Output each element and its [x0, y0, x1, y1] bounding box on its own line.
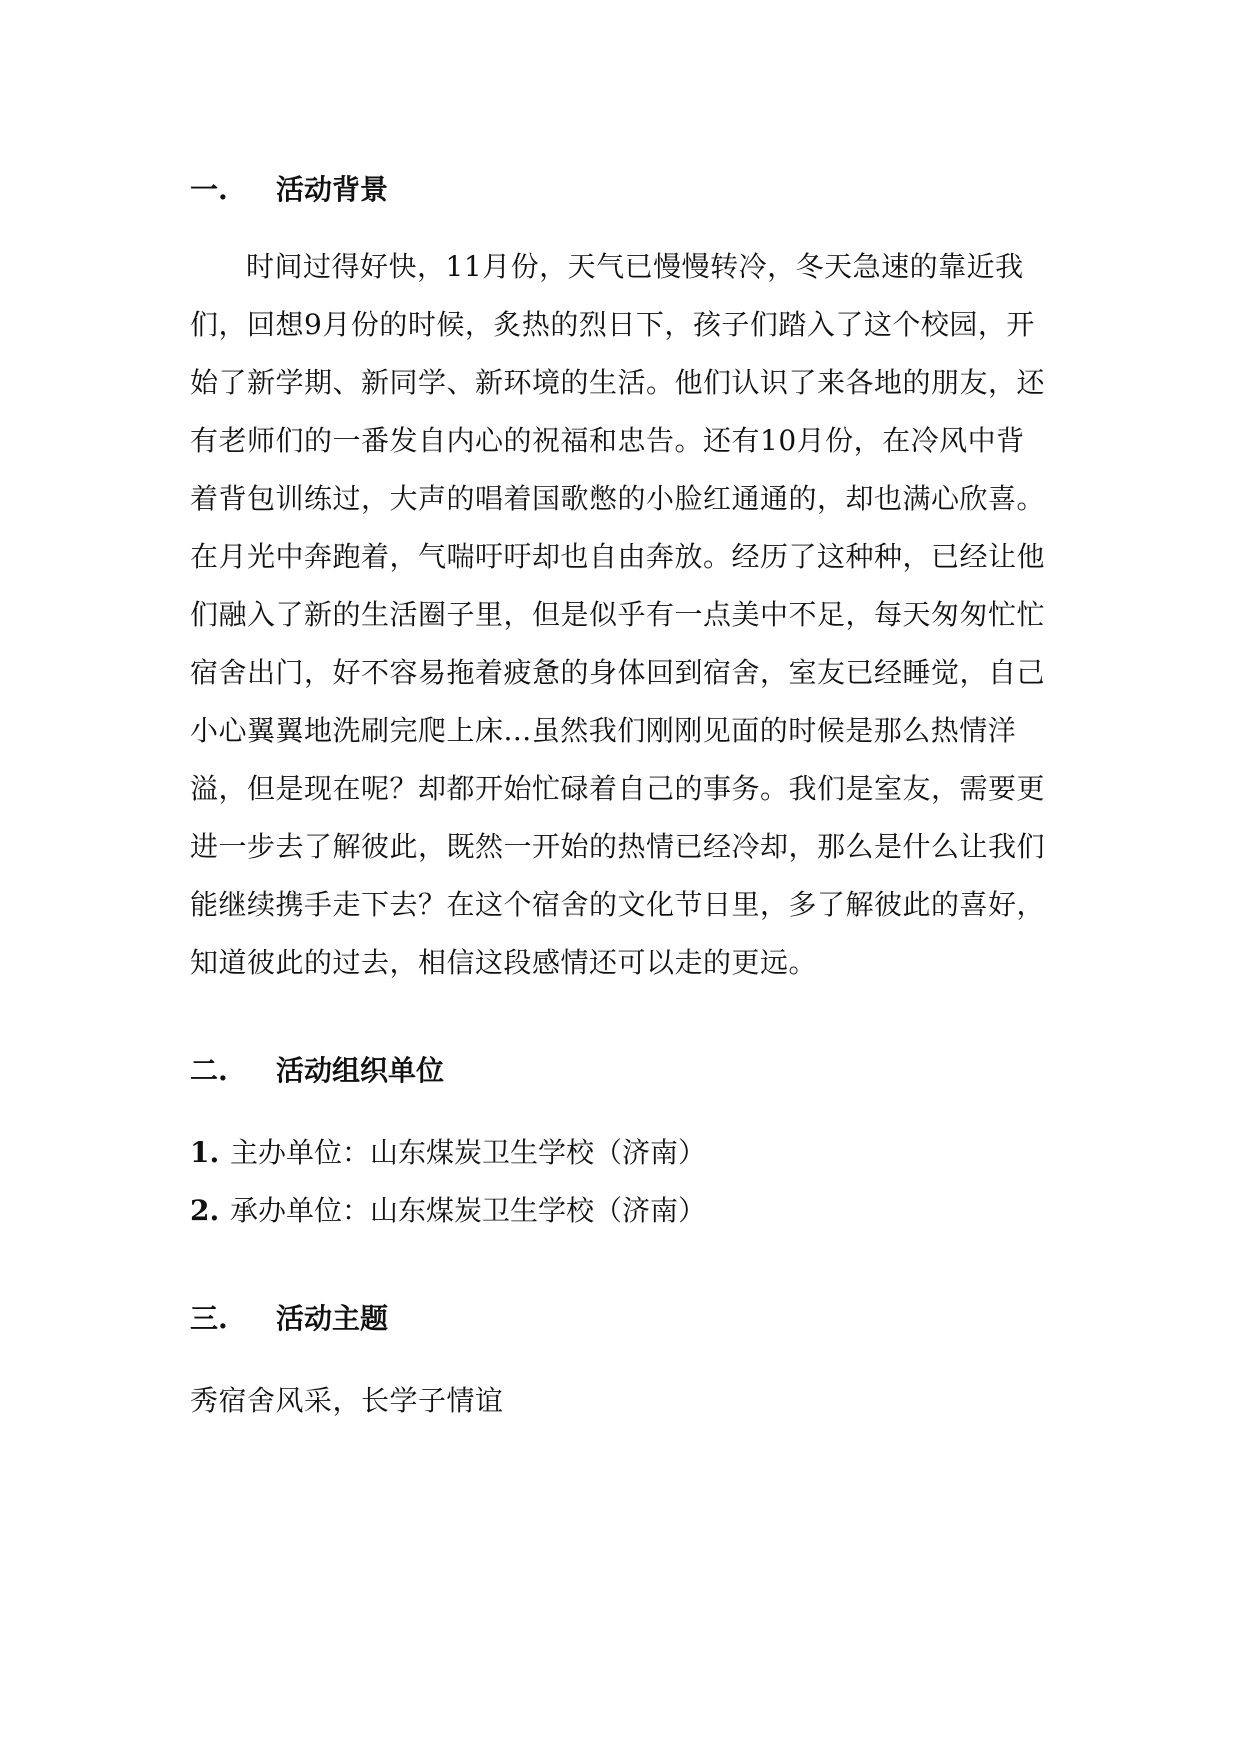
paragraph-line: 始了新学期、新同学、新环境的生活。他们认识了来各地的朋友，还	[190, 366, 1046, 399]
theme-text: 秀宿舍风采，长学子情谊	[190, 1384, 504, 1417]
paragraph-line: 有老师们的一番发自内心的祝福和忠告。还有10月份，在冷风中背	[190, 424, 1025, 457]
section-heading-theme	[190, 1299, 388, 1339]
section-number: 二.	[190, 1054, 228, 1087]
section-title: 活动组织单位	[276, 1054, 445, 1087]
paragraph-line: 们，回想9月份的时候，炙热的烈日下，孩子们踏入了这个校园，开	[190, 308, 1035, 341]
organizer-text: 主办单位：山东煤炭卫生学校（济南）	[230, 1136, 707, 1169]
section-number: 一.	[190, 173, 228, 206]
organizer-text: 承办单位：山东煤炭卫生学校（济南）	[230, 1194, 707, 1227]
paragraph-line: 时间过得好快，11月份，天气已慢慢转冷，冬天急速的靠近我	[246, 250, 1024, 283]
paragraph-line: 在月光中奔跑着，气喘吁吁却也自由奔放。经历了这种种，已经让他	[190, 540, 1046, 573]
organizer-item-host	[190, 1133, 706, 1173]
paragraph-line: 溢，但是现在呢？却都开始忙碌着自己的事务。我们是室友，需要更	[190, 772, 1046, 805]
list-number: 2.	[190, 1194, 220, 1227]
paragraph-line: 能继续携手走下去？在这个宿舍的文化节日里，多了解彼此的喜好，	[190, 888, 1046, 921]
section-number: 三.	[190, 1302, 228, 1335]
paragraph-line: 进一步去了解彼此，既然一开始的热情已经冷却，那么是什么让我们	[190, 830, 1046, 863]
section-title: 活动主题	[276, 1302, 389, 1335]
paragraph-line: 知道彼此的过去，相信这段感情还可以走的更远。	[190, 946, 818, 979]
paragraph-line: 着背包训练过，大声的唱着国歌憋的小脸红通通的，却也满心欣喜。	[190, 482, 1046, 515]
section-heading-background	[190, 170, 388, 210]
section-heading-organizers	[190, 1051, 444, 1091]
paragraph-line: 宿舍出门，好不容易拖着疲惫的身体回到宿舍，室友已经睡觉，自己	[190, 656, 1046, 689]
organizer-item-undertaker	[190, 1191, 706, 1231]
section-title: 活动背景	[276, 173, 389, 206]
list-number: 1.	[190, 1136, 220, 1169]
paragraph-line: 们融入了新的生活圈子里，但是似乎有一点美中不足，每天匆匆忙忙	[190, 598, 1046, 631]
paragraph-line: 小心翼翼地洗刷完爬上床...虽然我们刚刚见面的时候是那么热情洋	[190, 714, 1017, 747]
